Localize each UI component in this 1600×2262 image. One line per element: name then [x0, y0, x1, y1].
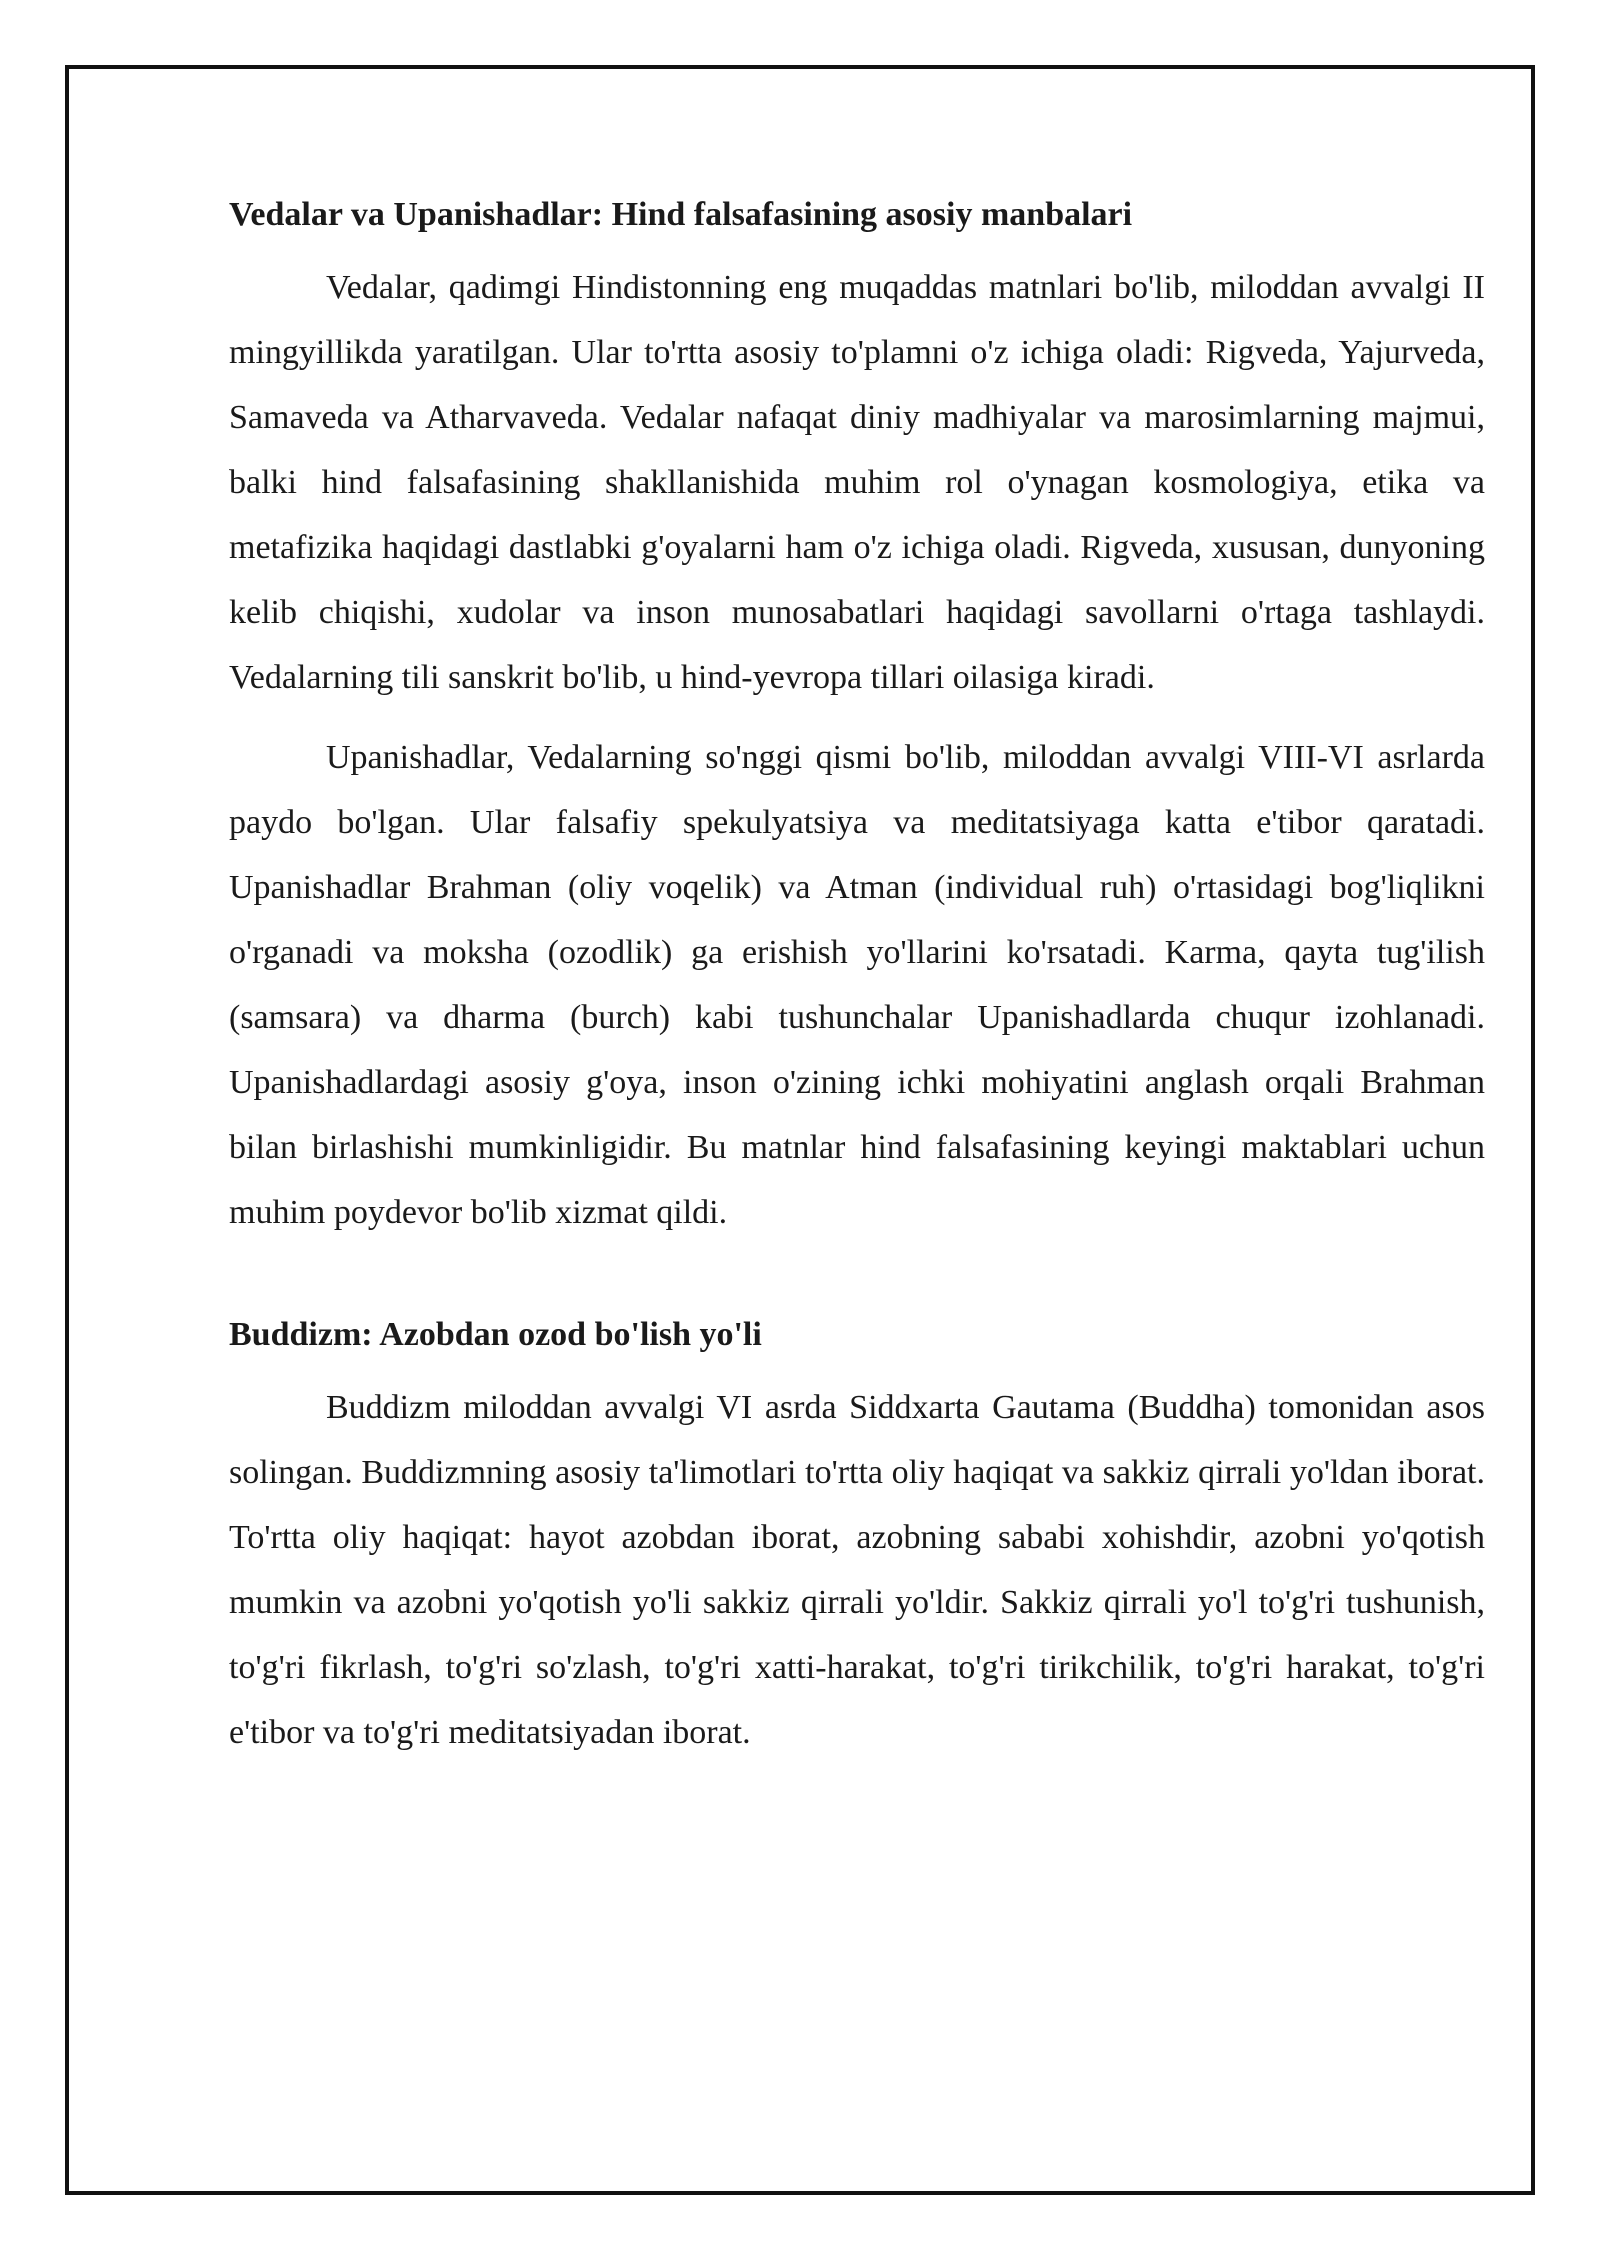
section-heading: Buddizm: Azobdan ozod bo'lish yo'li	[229, 1316, 762, 1353]
paragraph-buddhism: Buddizm miloddan avvalgi VI asrda Siddxarta Gautama (Buddha) tomonidan asos solingan. Buddizmning asosiy ta'limotlari to'rtta oliy haqiqat va sakkiz qirrali yo'ldan iborat. To'rtta oliy haqiqat: hayot azobdan iborat, azobning sababi xohishdir, azobni yo'qotish mumkin va azobni yo'qotish yo'li sakkiz qirrali yo'ldir. Sakkiz qirrali yo'l to'g'ri tushunish, to'g'ri fikrlash, to'g'ri so'zlash, to'g'ri xatti-harakat, to'g'ri tirikchilik, to'g'ri harakat, to'g'ri e'tibor va to'g'ri meditatsiyadan iborat.	[229, 1389, 1485, 1751]
section-buddhism	[229, 1315, 1485, 1765]
section-heading: Vedalar va Upanishadlar: Hind falsafasining asosiy manbalari	[229, 196, 1133, 233]
paragraph-vedas: Vedalar, qadimgi Hindistonning eng muqaddas matnlari bo'lib, miloddan avvalgi II mingyillikda yaratilgan. Ular to'rtta asosiy to'plamni o'z ichiga oladi: Rigveda, Yajurveda, Samaveda va Atharvaveda. Vedalar nafaqat diniy madhiyalar va marosimlarning majmui, balki hind falsafasining shakllanishida muhim rol o'ynagan kosmologiya, etika va metafizika haqidagi dastlabki g'oyalarni ham o'z ichiga oladi. Rigveda, xususan, dunyoning kelib chiqishi, xudolar va inson munosabatlari haqidagi savollarni o'rtaga tashlaydi. Vedalarning tili sanskrit bo'lib, u hind-yevropa tillari oilasiga kiradi.	[229, 269, 1485, 696]
document-body	[229, 195, 1485, 1765]
paragraph-upanishads: Upanishadlar, Vedalarning so'nggi qismi bo'lib, miloddan avvalgi VIII-VI asrlarda paydo bo'lgan. Ular falsafiy spekulyatsiya va meditatsiyaga katta e'tibor qaratadi. Upanishadlar Brahman (oliy voqelik) va Atman (individual ruh) o'rtasidagi bog'liqlikni o'rganadi va moksha (ozodlik) ga erishish yo'llarini ko'rsatadi. Karma, qayta tug'ilish (samsara) va dharma (burch) kabi tushunchalar Upanishadlarda chuqur izohlanadi. Upanishadlardagi asosiy g'oya, inson o'zining ichki mohiyatini anglash orqali Brahman bilan birlashishi mumkinligidir. Bu matnlar hind falsafasining keyingi maktablari uchun muhim poydevor bo'lib xizmat qildi.	[229, 739, 1485, 1231]
section-vedas-upanishads	[229, 195, 1485, 1245]
